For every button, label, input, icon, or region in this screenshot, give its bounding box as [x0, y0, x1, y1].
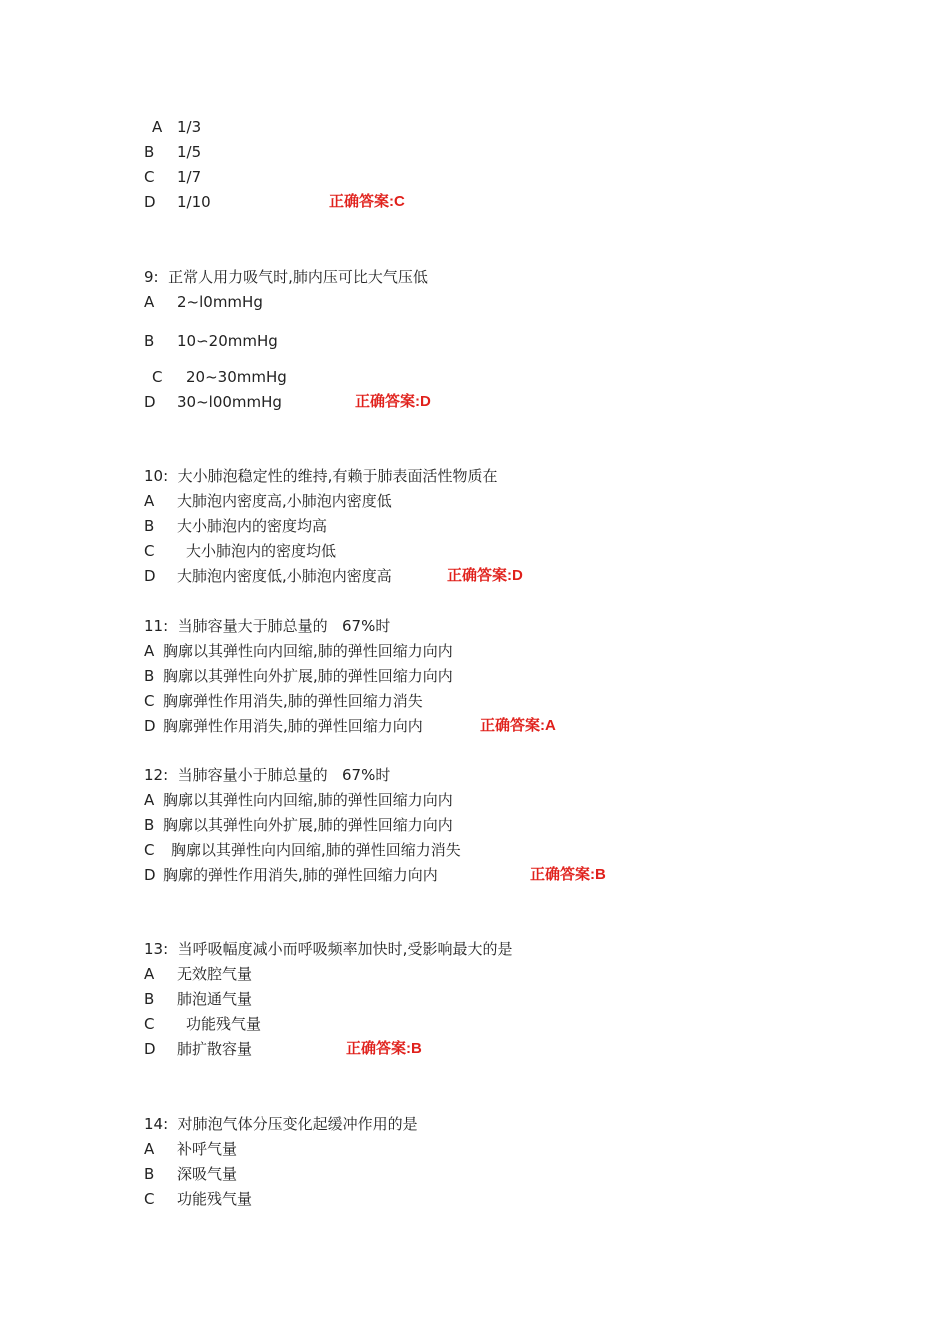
option-text: 大小肺泡内的密度均高 — [177, 517, 328, 535]
option-letter: D — [144, 717, 156, 735]
option-letter: B — [144, 332, 155, 350]
option-letter: D — [144, 1040, 156, 1058]
option-letter: C — [144, 542, 155, 560]
option-letter: C — [144, 1190, 155, 1208]
answer-label: 正确答案:C — [329, 193, 405, 210]
option-letter: B — [144, 816, 155, 834]
option-letter: C — [144, 1015, 155, 1033]
option-letter: D — [144, 567, 156, 585]
option-text: 大肺泡内密度低,小肺泡内密度高 — [177, 567, 392, 585]
option-text: 肺泡通气量 — [177, 990, 253, 1008]
answer-label: 正确答案:A — [480, 717, 556, 734]
option-text: 补呼气量 — [177, 1140, 238, 1158]
question-text: 12: 当肺容量小于肺总量的 67%时 — [144, 766, 391, 784]
option-letter: B — [144, 517, 155, 535]
option-text: 大小肺泡内的密度均低 — [186, 542, 337, 560]
answer-label: 正确答案:B — [530, 866, 606, 883]
question-text: 14: 对肺泡气体分压变化起缓冲作用的是 — [144, 1115, 418, 1133]
option-letter: B — [144, 1165, 155, 1183]
option-letter: D — [144, 193, 156, 211]
option-text: 1/3 — [177, 118, 202, 136]
answer-label: 正确答案:D — [355, 393, 431, 410]
option-text: 胸廓弹性作用消失,肺的弹性回缩力消失 — [163, 692, 423, 710]
option-letter: A — [144, 642, 155, 660]
option-text: 胸廓以其弹性向内回缩,肺的弹性回缩力向内 — [163, 642, 453, 660]
option-letter: A — [144, 791, 155, 809]
option-text: 功能残气量 — [186, 1015, 262, 1033]
option-text: 肺扩散容量 — [177, 1040, 253, 1058]
option-text: 1/5 — [177, 143, 202, 161]
question-text: 10: 大小肺泡稳定性的维持,有赖于肺表面活性物质在 — [144, 467, 498, 485]
option-text: 胸廓以其弹性向外扩展,肺的弹性回缩力向内 — [163, 667, 453, 685]
option-text: 功能残气量 — [177, 1190, 253, 1208]
option-text: 大肺泡内密度高,小肺泡内密度低 — [177, 492, 392, 510]
option-text: 胸廓以其弹性向外扩展,肺的弹性回缩力向内 — [163, 816, 453, 834]
option-text: 1/7 — [177, 168, 202, 186]
option-text: 30~l00mmHg — [177, 393, 282, 411]
option-letter: A — [152, 118, 163, 136]
option-text: 胸廓以其弹性向内回缩,肺的弹性回缩力向内 — [163, 791, 453, 809]
option-letter: B — [144, 667, 155, 685]
option-letter: A — [144, 1140, 155, 1158]
option-text: 胸廓的弹性作用消失,肺的弹性回缩力向内 — [163, 866, 438, 884]
option-letter: C — [152, 368, 163, 386]
answer-label: 正确答案:D — [447, 567, 523, 584]
option-letter: B — [144, 990, 155, 1008]
question-text: 9: 正常人用力吸气时,肺内压可比大气压低 — [144, 268, 428, 286]
option-letter: C — [144, 168, 155, 186]
option-letter: C — [144, 692, 155, 710]
option-text: 胸廓弹性作用消失,肺的弹性回缩力向内 — [163, 717, 423, 735]
option-letter: C — [144, 841, 155, 859]
option-letter: A — [144, 293, 155, 311]
option-text: 深吸气量 — [177, 1165, 238, 1183]
option-letter: D — [144, 393, 156, 411]
option-text: 无效腔气量 — [177, 965, 253, 983]
option-letter: A — [144, 965, 155, 983]
option-text: 胸廓以其弹性向内回缩,肺的弹性回缩力消失 — [171, 841, 461, 859]
option-text: 2~l0mmHg — [177, 293, 263, 311]
answer-label: 正确答案:B — [346, 1040, 422, 1057]
question-text: 11: 当肺容量大于肺总量的 67%时 — [144, 617, 391, 635]
question-text: 13: 当呼吸幅度减小而呼吸频率加快时,受影响最大的是 — [144, 940, 513, 958]
option-letter: D — [144, 866, 156, 884]
option-text: 10∽20mmHg — [177, 332, 278, 350]
option-letter: A — [144, 492, 155, 510]
option-letter: B — [144, 143, 155, 161]
option-text: 20~30mmHg — [186, 368, 287, 386]
option-text: 1/10 — [177, 193, 211, 211]
